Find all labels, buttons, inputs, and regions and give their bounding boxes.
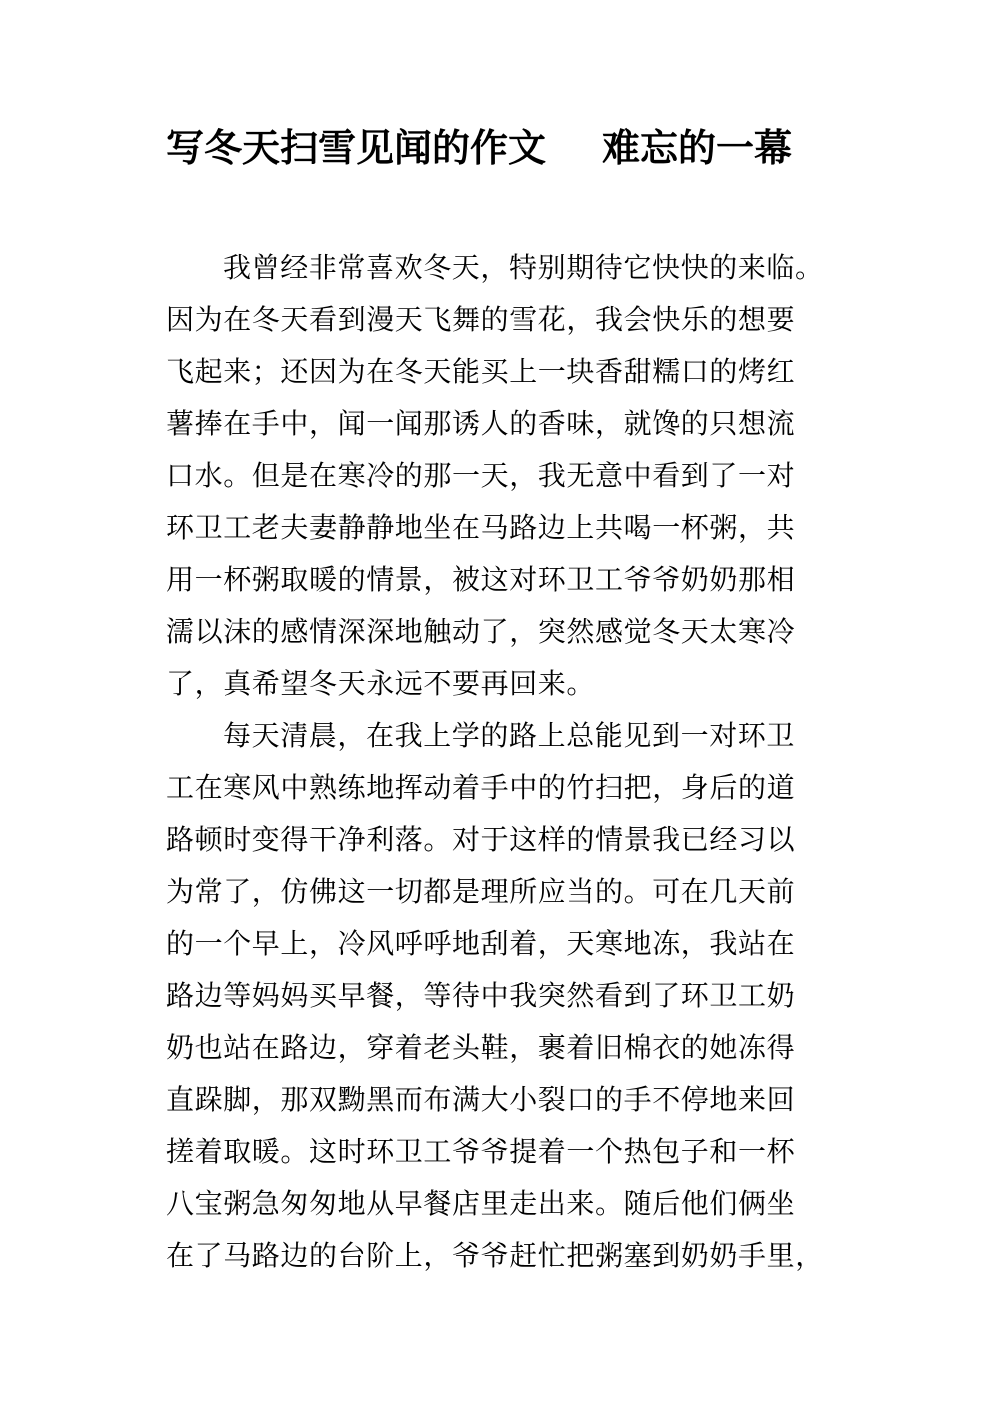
text-line: 搓着取暖。这时环卫工爷爷提着一个热包子和一杯 [166, 1135, 796, 1168]
text-line: 奶也站在路边，穿着老头鞋，裹着旧棉衣的她冻得 [166, 1031, 796, 1064]
title-main: 写冬天扫雪见闻的作文 [166, 126, 547, 170]
text-line: 飞起来；还因为在冬天能买上一块香甜糯口的烤红 [166, 355, 796, 388]
paragraph-2 [166, 710, 846, 1282]
text-line: 了，真希望冬天永远不要再回来。 [166, 667, 596, 700]
text-line: 在了马路边的台阶上，爷爷赶忙把粥塞到奶奶手里， [166, 1239, 824, 1272]
text-line: 用一杯粥取暖的情景，被这对环卫工爷爷奶奶那相 [166, 563, 796, 596]
text-line: 薯捧在手中，闻一闻那诱人的香味，就馋的只想流 [166, 407, 796, 440]
text-line: 直跺脚，那双黝黑而布满大小裂口的手不停地来回 [166, 1083, 796, 1116]
text-line: 路边等妈妈买早餐，等待中我突然看到了环卫工奶 [166, 979, 796, 1012]
text-line: 路顿时变得干净利落。对于这样的情景我已经习以 [166, 823, 796, 856]
text-line: 每天清晨，在我上学的路上总能见到一对环卫 [223, 719, 796, 752]
text-line: 濡以沫的感情深深地触动了，突然感觉冬天太寒冷 [166, 615, 796, 648]
text-line: 八宝粥急匆匆地从早餐店里走出来。随后他们俩坐 [166, 1187, 796, 1220]
text-line: 为常了，仿佛这一切都是理所应当的。可在几天前 [166, 875, 796, 908]
text-line: 工在寒风中熟练地挥动着手中的竹扫把，身后的道 [166, 771, 796, 804]
essay-body [166, 242, 846, 1282]
text-line: 因为在冬天看到漫天飞舞的雪花，我会快乐的想要 [166, 303, 796, 336]
text-line: 环卫工老夫妻静静地坐在马路边上共喝一杯粥，共 [166, 511, 796, 544]
text-line: 口水。但是在寒冷的那一天，我无意中看到了一对 [166, 459, 796, 492]
paragraph-1 [166, 242, 846, 710]
text-line: 我曾经非常喜欢冬天，特别期待它快快的来临。 [223, 251, 824, 284]
document-title [166, 123, 866, 173]
title-subtitle: 难忘的一幕 [602, 126, 793, 170]
text-line: 的一个早上，冷风呼呼地刮着，天寒地冻，我站在 [166, 927, 796, 960]
